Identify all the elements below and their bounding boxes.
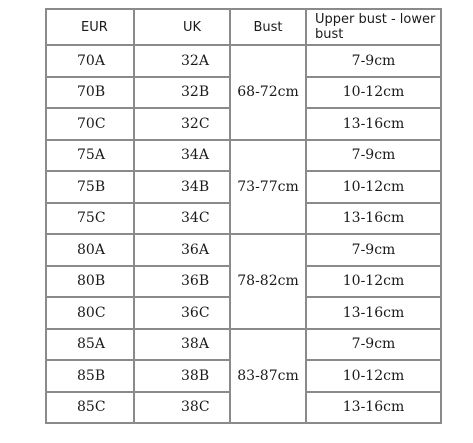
bust-difference-cell: 13-16cm [306, 108, 441, 140]
bust-range-cell: 73-77cm [230, 140, 306, 235]
bust-difference-cell: 7-9cm [306, 234, 441, 266]
eur-size-cell: 80A [46, 234, 134, 266]
bust-difference-cell: 10-12cm [306, 266, 441, 298]
header-uk-label: UK [183, 19, 202, 35]
bust-difference-cell: 10-12cm [306, 171, 441, 203]
header-upper-lower-diff: Upper bust - lower bust [306, 9, 441, 45]
table-row [46, 45, 441, 77]
header-eur-label: EUR [81, 19, 108, 35]
uk-size-cell: 36A [134, 234, 230, 266]
uk-size-cell: 38C [134, 392, 230, 424]
header-bust: Bust [230, 9, 306, 45]
eur-size-cell: 75B [46, 171, 134, 203]
table-row [46, 140, 441, 172]
uk-size-cell: 32C [134, 108, 230, 140]
table-body [46, 45, 441, 423]
uk-size-cell: 32A [134, 45, 230, 77]
eur-size-cell: 75A [46, 140, 134, 172]
bust-difference-cell: 10-12cm [306, 360, 441, 392]
uk-size-cell: 36B [134, 266, 230, 298]
table-row [46, 329, 441, 361]
eur-size-cell: 70C [46, 108, 134, 140]
eur-size-cell: 85A [46, 329, 134, 361]
eur-size-cell: 80B [46, 266, 134, 298]
header-row [46, 9, 441, 45]
bust-difference-cell: 13-16cm [306, 297, 441, 329]
uk-size-cell: 34B [134, 171, 230, 203]
bust-difference-cell: 13-16cm [306, 203, 441, 235]
eur-size-cell: 75C [46, 203, 134, 235]
uk-size-cell: 32B [134, 77, 230, 109]
uk-size-cell: 38B [134, 360, 230, 392]
uk-size-cell: 34A [134, 140, 230, 172]
bust-range-cell: 68-72cm [230, 45, 306, 140]
eur-size-cell: 70A [46, 45, 134, 77]
uk-size-cell: 34C [134, 203, 230, 235]
uk-size-cell: 36C [134, 297, 230, 329]
header-eur [46, 9, 134, 45]
uk-size-cell: 38A [134, 329, 230, 361]
eur-size-cell: 70B [46, 77, 134, 109]
bust-difference-cell: 7-9cm [306, 140, 441, 172]
table-header [46, 9, 441, 45]
bust-range-cell: 83-87cm [230, 329, 306, 424]
eur-size-cell: 85C [46, 392, 134, 424]
size-chart-table [45, 8, 442, 424]
eur-size-cell: 85B [46, 360, 134, 392]
bust-difference-cell: 13-16cm [306, 392, 441, 424]
bust-difference-cell: 10-12cm [306, 77, 441, 109]
table-row [46, 234, 441, 266]
eur-size-cell: 80C [46, 297, 134, 329]
bust-difference-cell: 7-9cm [306, 45, 441, 77]
bust-difference-cell: 7-9cm [306, 329, 441, 361]
bust-range-cell: 78-82cm [230, 234, 306, 329]
header-uk [134, 9, 230, 45]
